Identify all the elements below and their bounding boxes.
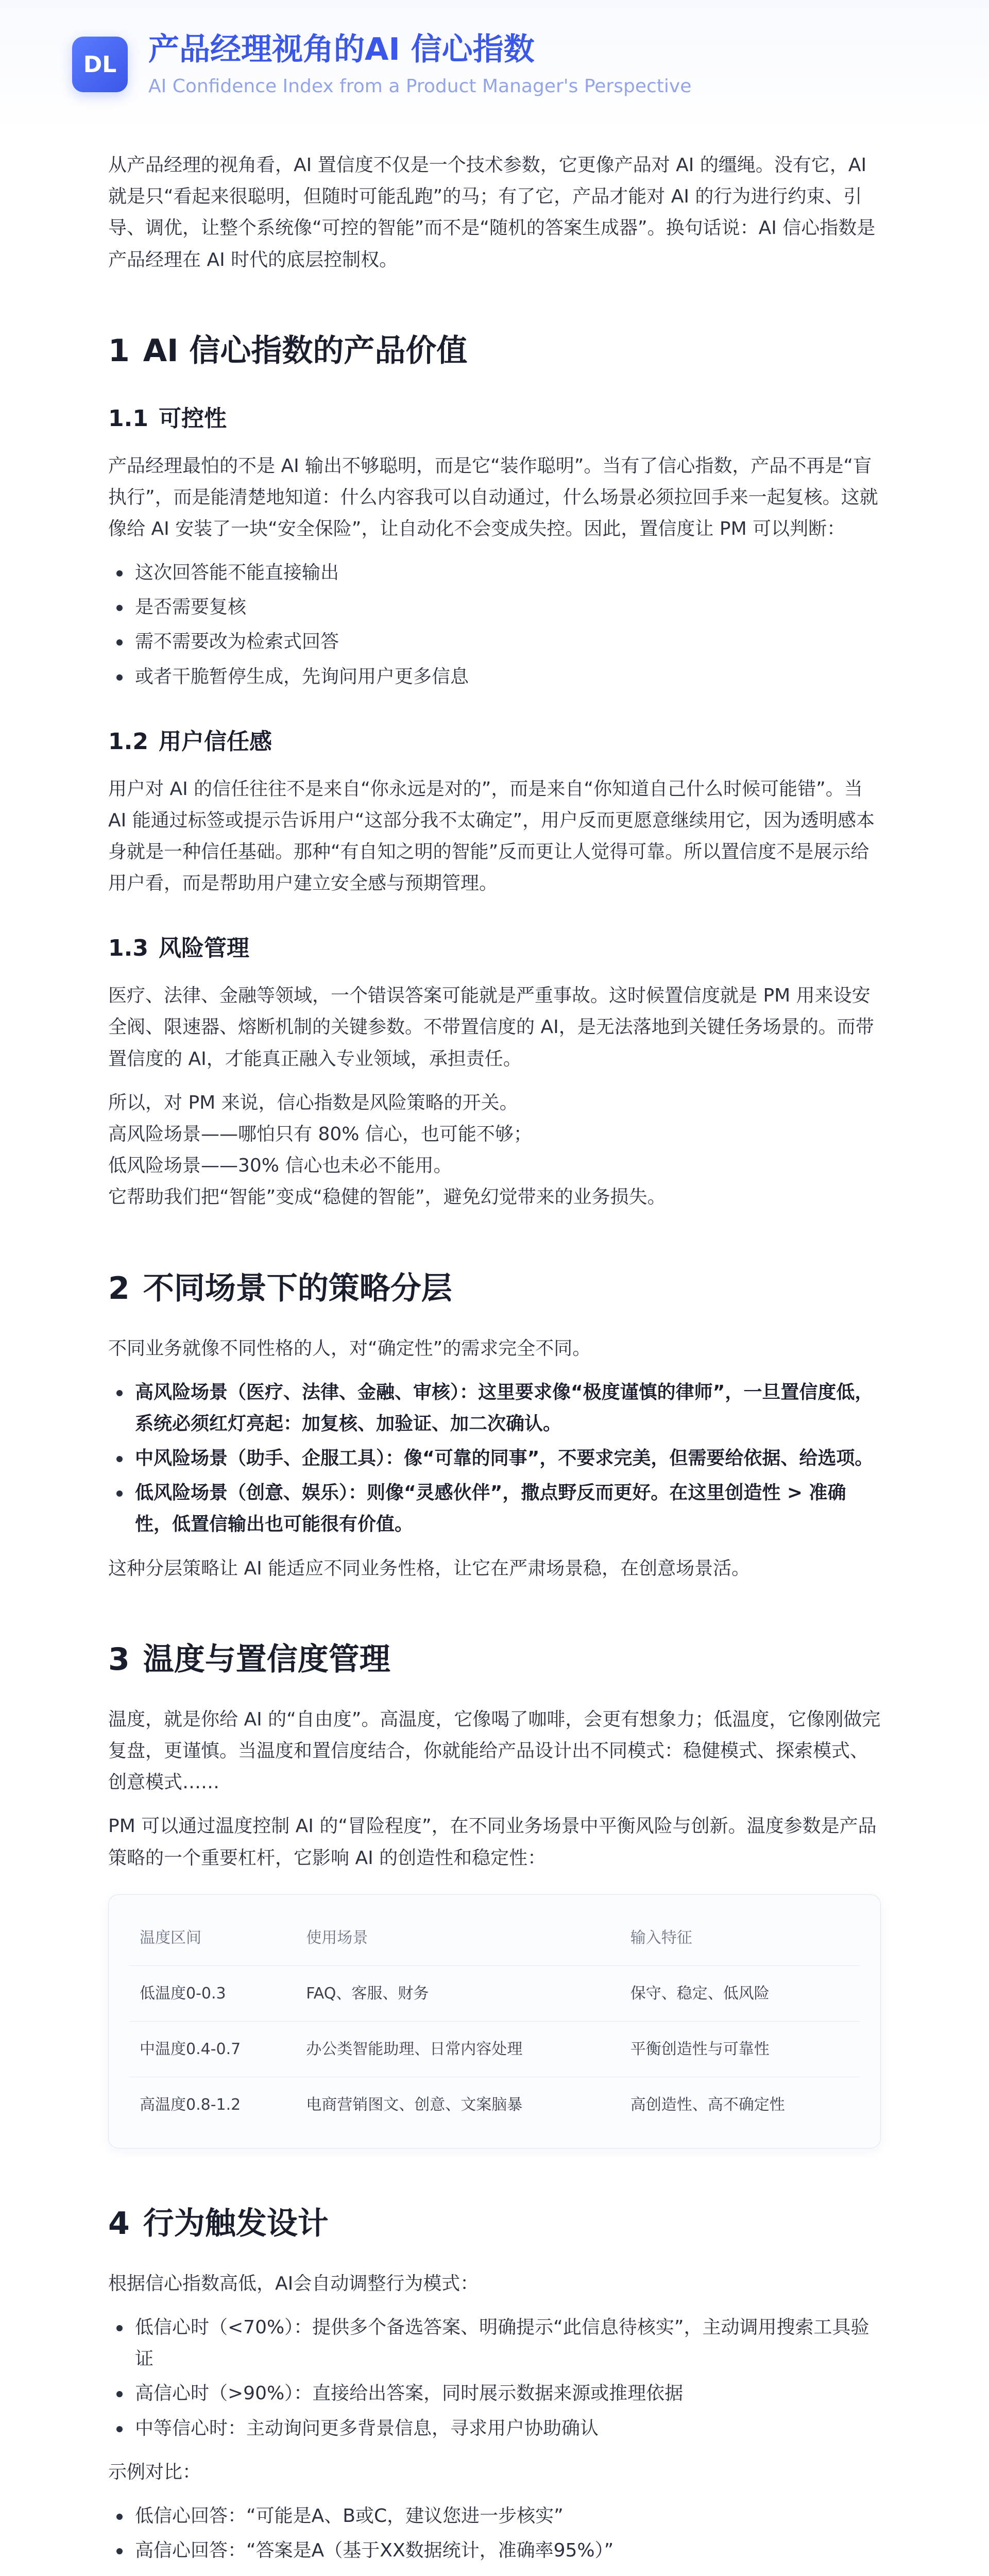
paragraph: 温度，就是你给 AI 的“自由度”。高温度，它像喝了咖啡，会更有想象力；低温度，它像刚做完复盘，更谨慎。当温度和置信度结合，你就能给产品设计出不同模式：稳健模式、探索模式、创意模式…… <box>108 1708 881 1793</box>
list-item: 高风险场景（医疗、法律、金融、审核）：这里要求像“极度谨慎的律师”，一旦置信度低，系统必须红灯亮起：加复核、加验证、加二次确认。 <box>108 1377 881 1439</box>
column-header: 输入特征 <box>620 1910 860 1966</box>
table-cell: FAQ、客服、财务 <box>296 1965 620 2021</box>
table-header-row <box>129 1910 860 1966</box>
subsection-heading-1-3 <box>108 935 881 962</box>
table-cell: 高温度0.8-1.2 <box>140 2095 241 2114</box>
section-title: 行为触发设计 <box>143 2205 329 2242</box>
table-row <box>129 2021 860 2077</box>
text-line: 低风险场景——30% 信心也未必不能用。 <box>108 1155 452 1177</box>
list-item: 中等信心时：主动询问更多背景信息，寻求用户协助确认 <box>108 2413 881 2444</box>
page-header <box>0 0 989 129</box>
list-item: 需不需要改为检索式回答 <box>108 626 881 657</box>
list-item: 高信心时（>90%）：直接给出答案，同时展示数据来源或推理依据 <box>108 2378 881 2409</box>
list-item: 这次回答能不能直接输出 <box>108 557 881 588</box>
subsection-heading-1-2 <box>108 728 881 756</box>
paragraph: 不同业务就像不同性格的人，对“确定性”的需求完全不同。 <box>108 1337 591 1359</box>
subsection-heading-1-1 <box>108 405 881 433</box>
bullet-list <box>108 2500 881 2566</box>
paragraph: 根据信心指数高低，AI会自动调整行为模式： <box>108 2273 479 2294</box>
section-number: 3 <box>108 1641 130 1677</box>
paragraph: 产品经理最怕的不是 AI 输出不够聪明，而是它“装作聪明”。当有了信心指数，产品不再是“盲执行”，而是能清楚地知道：什么内容我可以自动通过，什么场景必须拉回手来一起复核。这就像给 AI 安装了一块“安全保险”，让自动化不会变成失控。因此，置信度让 PM 可以判断： <box>108 455 878 539</box>
subsection-number: 1.1 <box>108 405 148 432</box>
subsection-number: 1.2 <box>108 728 148 755</box>
section-heading-2 <box>108 1270 881 1307</box>
paragraph: 用户对 AI 的信任往往不是来自“你永远是对的”，而是来自“你知道自己什么时候可能错”。当 AI 能通过标签或提示告诉用户“这部分我不太确定”，用户反而更愿意继续用它，因为透明感本身就是一种信任基础。那种“有自知之明的智能”反而更让人觉得可靠。所以置信度不是展示给用户看，而是帮助用户建立安全感与预期管理。 <box>108 778 875 894</box>
column-header: 使用场景 <box>296 1910 620 1966</box>
table-cell: 低温度0-0.3 <box>129 1965 296 2021</box>
text-lines <box>108 1087 881 1213</box>
table-cell: 中温度0.4-0.7 <box>129 2021 296 2077</box>
section-heading-4 <box>108 2205 881 2242</box>
table-cell: 平衡创造性与可靠性 <box>620 2021 860 2077</box>
section-title: 不同场景下的策略分层 <box>143 1270 452 1307</box>
bullet-list <box>108 2312 881 2444</box>
bullet-list <box>108 557 881 692</box>
page-subtitle: AI Confidence Index from a Product Manager's Perspective <box>148 76 692 97</box>
subsection-title: 用户信任感 <box>158 728 272 755</box>
paragraph: 示例对比： <box>108 2461 201 2483</box>
section-number: 1 <box>108 332 130 369</box>
paragraph: 这种分层策略让 AI 能适应不同业务性格，让它在严肃场景稳，在创意场景活。 <box>108 1557 751 1579</box>
subsection-title: 可控性 <box>158 405 227 432</box>
list-item: 高信心回答：“答案是A（基于XX数据统计，准确率95%）” <box>108 2535 881 2566</box>
bullet-list <box>108 1377 881 1540</box>
list-item: 中风险场景（助手、企服工具）：像“可靠的同事”，不要求完美，但需要给依据、给选项。 <box>108 1443 881 1474</box>
section-number: 2 <box>108 1270 130 1307</box>
text-line: 高风险场景——哪怕只有 80% 信心，也可能不够； <box>108 1123 532 1145</box>
subsection-title: 风险管理 <box>158 935 249 962</box>
text-line: 它帮助我们把“智能”变成“稳健的智能”，避免幻觉带来的业务损失。 <box>108 1187 666 1208</box>
table-cell: 办公类智能助理、日常内容处理 <box>296 2021 620 2077</box>
list-item: 低信心回答：“可能是A、B或C，建议您进一步核实” <box>108 2500 881 2532</box>
temperature-table <box>129 1910 860 2132</box>
table-row <box>129 1965 860 2021</box>
list-item: 或者干脆暂停生成，先询问用户更多信息 <box>108 661 881 692</box>
page-title: 产品经理视角的AI 信心指数 <box>148 31 535 68</box>
table-cell: 电商营销图文、创意、文案脑暴 <box>306 2095 523 2114</box>
section-title: 温度与置信度管理 <box>143 1641 390 1677</box>
subsection-number: 1.3 <box>108 935 148 962</box>
paragraph: 医疗、法律、金融等领域，一个错误答案可能就是严重事故。这时候置信度就是 PM 用来设安全阀、限速器、熔断机制的关键参数。不带置信度的 AI，是无法落地到关键任务场景的。而带置信度的 AI，才能真正融入专业领域，承担责任。 <box>108 985 874 1070</box>
table-cell: 保守、稳定、低风险 <box>620 1965 860 2021</box>
list-item: 低风险场景（创意、娱乐）：则像“灵感伙伴”，撒点野反而更好。在这里创造性 > 准确性，低置信输出也可能很有价值。 <box>108 1477 881 1540</box>
intro-paragraph: 从产品经理的视角看，AI 置信度不仅是一个技术参数，它更像产品对 AI 的缰绳。没有它，AI 就是只“看起来很聪明，但随时可能乱跑”的马；有了它，产品才能对 AI 的行为进行约束、引导、调优，让整个系统像“可控的智能”而不是“随机的答案生成器”。换句话说：AI 信心指数是产品经理在 AI 时代的底层控制权。 <box>108 155 876 270</box>
table-row <box>129 2077 860 2132</box>
list-item: 低信心时（<70%）：提供多个备选答案、明确提示“此信息待核实”，主动调用搜索工具验证 <box>108 2312 881 2375</box>
paragraph: PM 可以通过温度控制 AI 的“冒险程度”，在不同业务场景中平衡风险与创新。温度参数是产品策略的一个重要杠杆，它影响 AI 的创造性和稳定性： <box>108 1816 877 1869</box>
article-content <box>0 129 989 2576</box>
list-item: 是否需要复核 <box>108 591 881 623</box>
column-header: 温度区间 <box>129 1910 296 1966</box>
section-heading-1 <box>108 332 881 369</box>
section-number: 4 <box>108 2205 130 2242</box>
table-cell: 高创造性、高不确定性 <box>630 2095 785 2114</box>
temperature-table-card <box>108 1894 881 2148</box>
section-heading-3 <box>108 1641 881 1678</box>
section-title: AI 信心指数的产品价值 <box>143 332 468 369</box>
text-line: 所以，对 PM 来说，信心指数是风险策略的开关。 <box>108 1092 518 1113</box>
title-block <box>148 31 691 97</box>
logo: DL <box>72 37 128 92</box>
